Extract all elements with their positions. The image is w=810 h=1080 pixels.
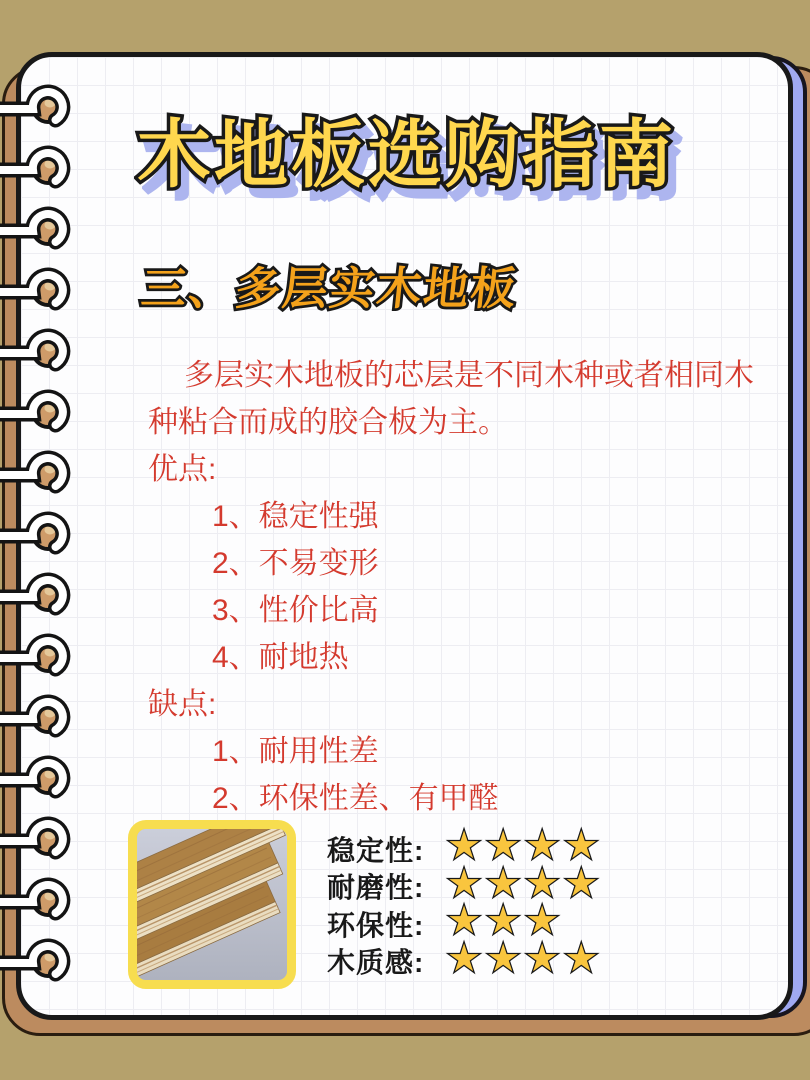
star-icon: ★★★★ (447, 937, 604, 980)
rating-row (327, 900, 603, 943)
cons-item: 2、环保性差、有甲醛 (212, 782, 499, 815)
star-icon: ★★★★ (447, 825, 604, 868)
star-icon: ★★★ (447, 900, 565, 943)
cons-item: 1、耐用性差 (212, 735, 379, 768)
rating-label: 耐磨性: (327, 872, 425, 904)
rating-label: 木质感: (327, 947, 425, 979)
ratings-panel (327, 825, 604, 980)
wood-planks-illustration (137, 829, 287, 980)
wood-planks-photo (128, 820, 296, 989)
page-title: 木地板选购指南 (137, 113, 676, 196)
section-heading: 三、多层实木地板 (138, 263, 521, 314)
cons-list (148, 728, 772, 822)
pros-item: 2、不易变形 (212, 547, 379, 580)
cons-label: 缺点: (148, 688, 217, 721)
pros-list (148, 493, 772, 681)
pros-item: 3、性价比高 (212, 594, 379, 627)
pros-item: 1、稳定性强 (212, 500, 379, 533)
rating-label: 稳定性: (327, 834, 425, 866)
pros-item: 4、耐地热 (212, 641, 349, 674)
rating-label: 环保性: (327, 909, 425, 941)
pros-label: 优点: (148, 453, 217, 486)
rating-row (327, 937, 604, 981)
rating-row (327, 825, 604, 868)
intro-paragraph: 多层实木地板的芯层是不同木种或者相同木种粘合而成的胶合板为主。 (148, 359, 754, 439)
body-text (148, 352, 772, 822)
star-icon: ★★★★ (447, 862, 604, 905)
